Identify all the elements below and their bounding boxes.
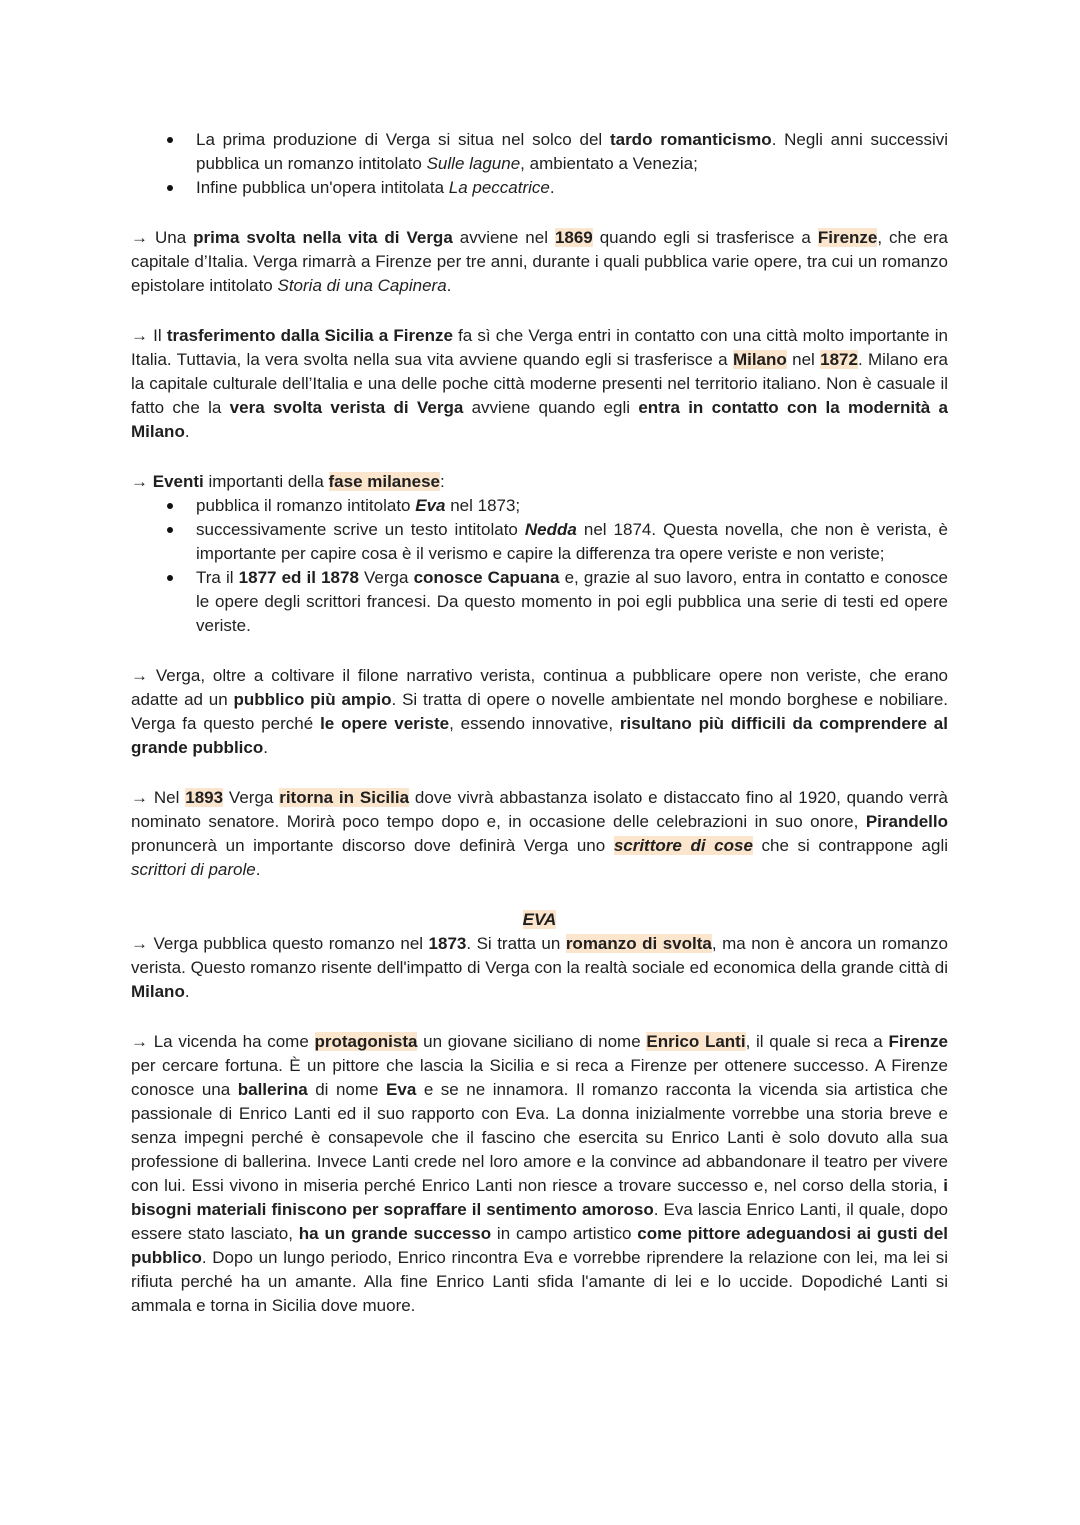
paragraph-eva-trama: → La vicenda ha come protagonista un giovane siciliano di nome Enrico Lanti, il quale si reca a Firenze per cercare fortuna. È un pittore che lascia la Sicilia e si reca a Firenze per ottenere successo. A Firenze conosce una ballerina di nome Eva e se ne innamora. Il romanzo racconta la vicenda sia artistica che passionale di Enrico Lanti ed il suo rapporto con Eva. La donna inizialmente vorrebbe una storia breve e senza impegni perché è consapevole che il fascino che esercita su Enrico Lanti è solo dovuto alla sua professione di ballerina. Invece Lanti crede nel loro amore e la convince ad abbandonare il teatro per vivere con lui. Essi vivono in miseria perché Enrico Lanti non riesce a trovare successo e, nel corso della storia, i bisogni materiali finiscono per sopraffare il sentimento amoroso. Eva lascia Enrico Lanti, il quale, dopo essere stato lasciato, ha un grande successo in campo artistico come pittore adeguandosi ai gusti del pubblico. Dopo un lungo periodo, Enrico rincontra Eva e vorrebbe riprendere la relazione con lei, ma lei si rifiuta perché ha un amante. Alla fine Enrico Lanti sfida l'amante di lei e lo uccide. Dopodiché Lanti si ammala e torna in Sicilia dove muore. bbox=[131, 1032, 948, 1315]
paragraph-eva-intro: → Verga pubblica questo romanzo nel 1873. Si tratta un romanzo di svolta, ma non è ancora un romanzo verista. Questo romanzo risente dell'impatto di Verga con la realtà sociale ed economica della grande città di Milano. bbox=[131, 934, 948, 1001]
paragraph-milano: → Il trasferimento dalla Sicilia a Firenze fa sì che Verga entri in contatto con una città molto importante in Italia. Tuttavia, la vera svolta nella sua vita avviene quando egli si trasferisce a Milano nel 1872. Milano era la capitale culturale dell’Italia e una delle poche città moderne presenti nel territorio italiano. Non è casuale il fatto che la vera svolta verista di Verga avviene quando egli entra in contatto con la modernità a Milano. bbox=[131, 326, 949, 441]
section-title-eva: EVA bbox=[522, 910, 557, 929]
document-page bbox=[131, 128, 948, 1318]
list-item: Infine pubblica un'opera intitolata La peccatrice. bbox=[131, 176, 948, 200]
intro-list bbox=[131, 128, 948, 200]
list-item: successivamente scrive un testo intitolato Nedda nel 1874. Questa novella, che non è verista, è importante per capire cosa è il verismo e capire la differenza tra opere veriste e non veriste; bbox=[131, 518, 948, 566]
list-item: Tra il 1877 ed il 1878 Verga conosce Capuana e, grazie al suo lavoro, entra in contatto e conosce le opere degli scrittori francesi. Da questo momento in poi egli pubblica una serie di testi ed opere veriste. bbox=[131, 566, 948, 638]
paragraph-sicilia: → Nel 1893 Verga ritorna in Sicilia dove vivrà abbastanza isolato e distaccato fino al 1920, quando verrà nominato senatore. Morirà poco tempo dopo e, in occasione delle celebrazioni in suo onore, Pirandello pronuncerà un importante discorso dove definirà Verga uno scrittore di cose che si contrappone agli scrittori di parole. bbox=[131, 788, 949, 879]
paragraph-firenze: → Una prima svolta nella vita di Verga avviene nel 1869 quando egli si trasferisce a Firenze, che era capitale d’Italia. Verga rimarrà a Firenze per tre anni, durante i quali pubblica varie opere, tra cui un romanzo epistolare intitolato Storia di una Capinera. bbox=[131, 228, 948, 295]
events-list bbox=[131, 494, 948, 638]
paragraph-fase-milanese: → Eventi importanti della fase milanese: bbox=[131, 472, 445, 491]
paragraph-opere-non-veriste: → Verga, oltre a coltivare il filone narrativo verista, continua a pubblicare opere non veriste, che erano adatte ad un pubblico più ampio. Si tratta di opere o novelle ambientate nel mondo borghese e nobiliare. Verga fa questo perché le opere veriste, essendo innovative, risultano più difficili da comprendere al grande pubblico. bbox=[131, 666, 948, 757]
list-item: pubblica il romanzo intitolato Eva nel 1873; bbox=[131, 494, 948, 518]
list-item: La prima produzione di Verga si situa nel solco del tardo romanticismo. Negli anni successivi pubblica un romanzo intitolato Sulle lagune, ambientato a Venezia; bbox=[131, 128, 948, 176]
